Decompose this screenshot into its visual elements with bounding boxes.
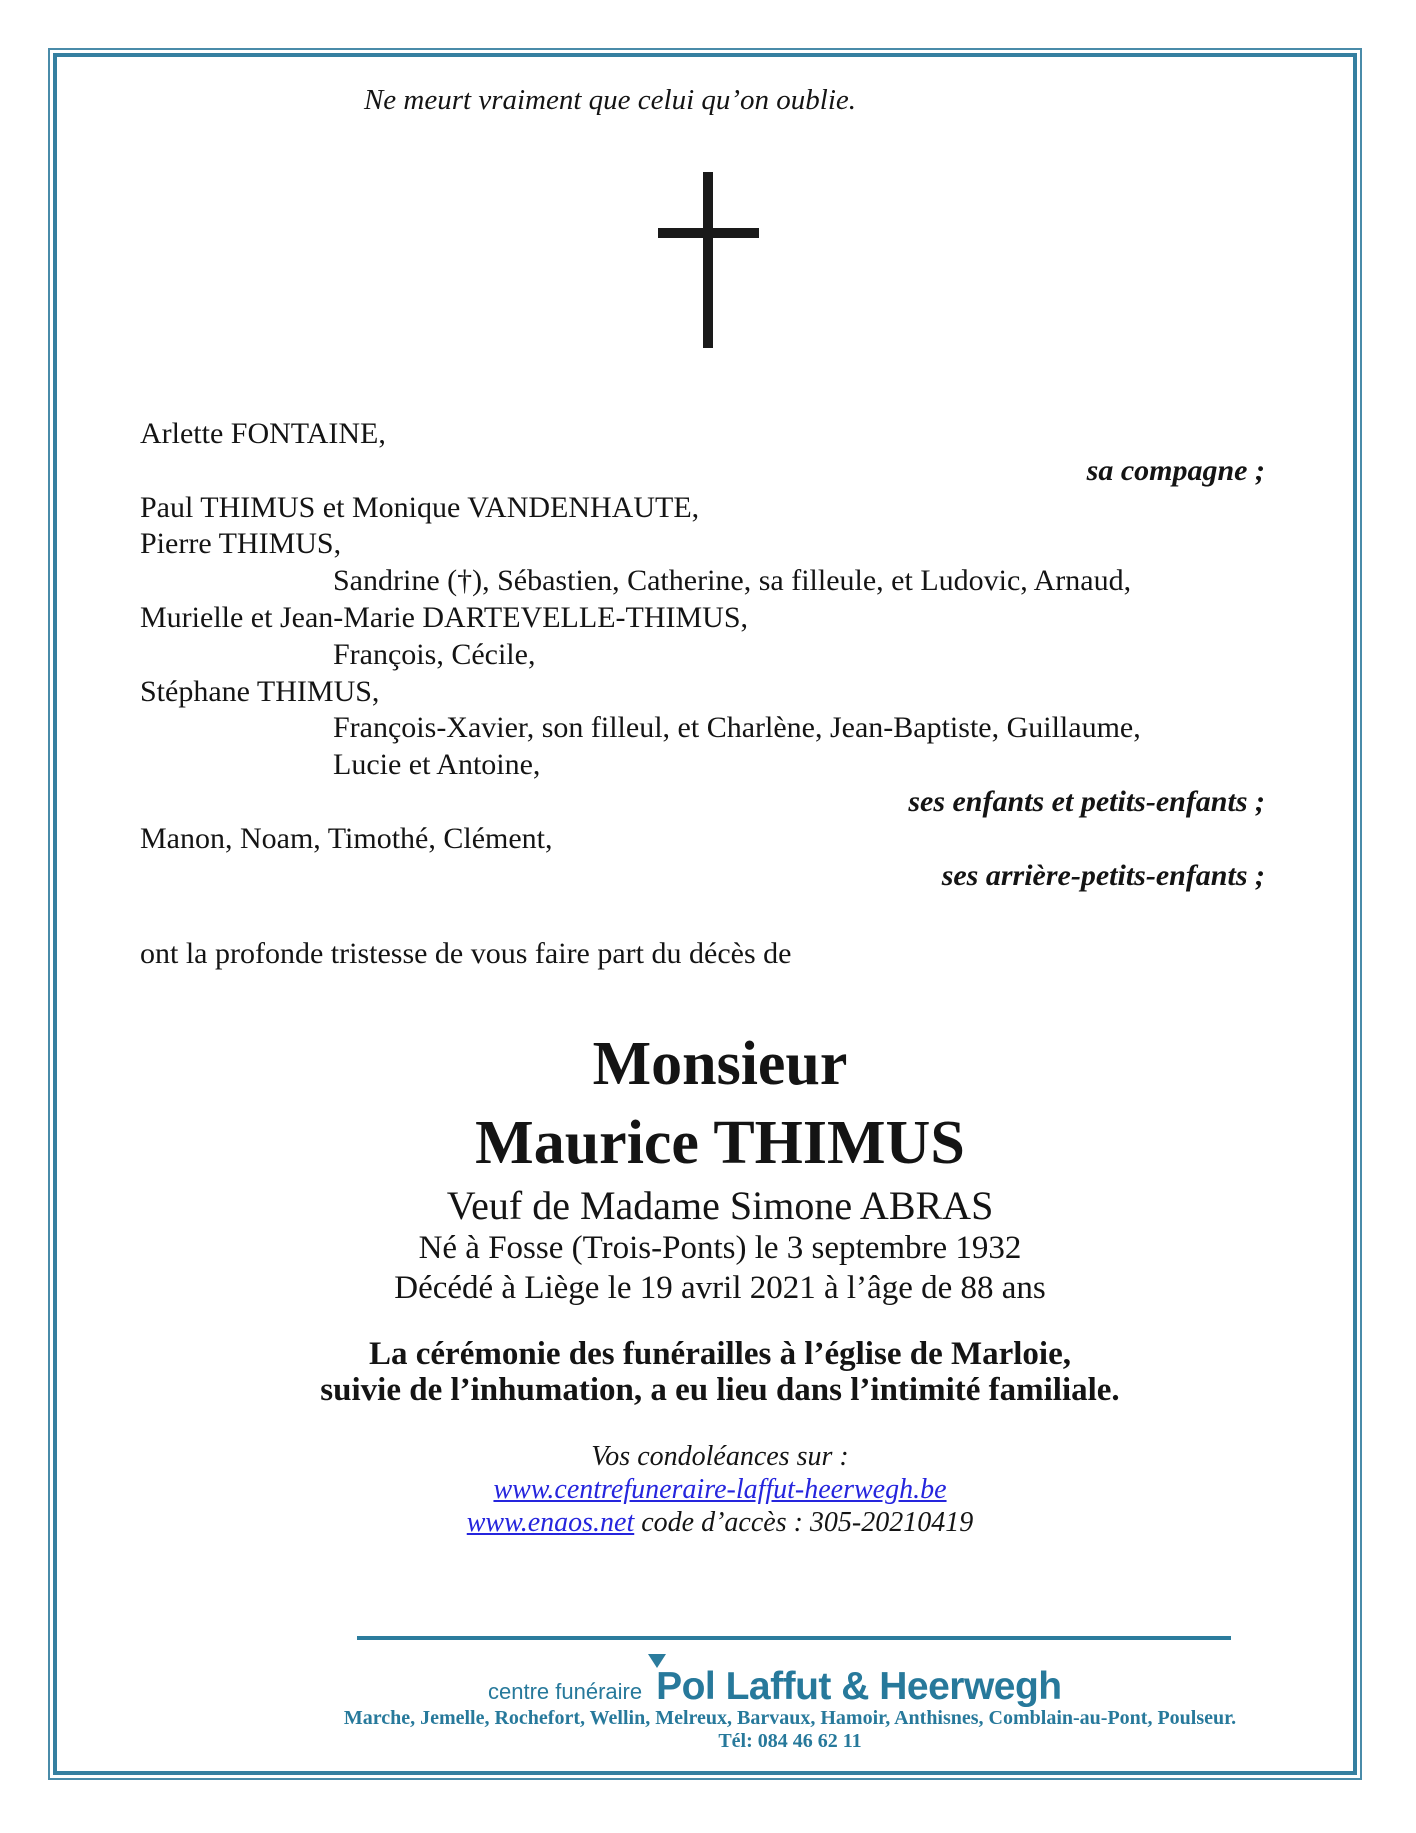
brand-name: Pol Laffut & Heerwegh (656, 1665, 1062, 1708)
cross-vertical-bar (703, 172, 713, 348)
family-line: Manon, Noam, Timothé, Clément, (140, 821, 553, 855)
ceremony-line-1: La cérémonie des funérailles à l’église de Marloie, (369, 1336, 1071, 1372)
family-line: Pierre THIMUS, (140, 527, 342, 561)
family-line: Murielle et Jean-Marie DARTEVELLE-THIMUS, (140, 600, 749, 634)
relation-label: ses enfants et petits-enfants ; (908, 784, 1265, 818)
family-line: Sandrine (†), Sébastien, Catherine, sa filleule, et Ludovic, Arnaud, (333, 564, 1132, 598)
family-list (140, 416, 1265, 894)
announcement-text: ont la profonde tristesse de vous faire part du décès de (140, 937, 792, 970)
cross-icon (658, 172, 759, 348)
death-line: Décédé à Liège le 19 avril 2021 à l’âge de 88 ans (394, 1270, 1046, 1306)
access-code-text: code d’accès : 305-20210419 (641, 1507, 974, 1538)
family-line: Paul THIMUS et Monique VANDENHAUTE, (140, 490, 700, 524)
birth-line: Né à Fosse (Trois-Ponts) le 3 septembre 1932 (418, 1230, 1022, 1266)
condolences-block (140, 1440, 1300, 1539)
family-line: Arlette FONTAINE, (140, 417, 386, 450)
ceremony-notice (140, 1336, 1300, 1408)
brand-prefix: centre funéraire (488, 1679, 643, 1704)
family-line: François-Xavier, son filleul, et Charlène, Jean-Baptiste, Guillaume, (333, 711, 1141, 745)
footer-divider (357, 1636, 1231, 1640)
condolences-link-enaos[interactable]: www.enaos.net (466, 1507, 635, 1538)
footer-phone: Tél: 084 46 62 11 (718, 1730, 862, 1752)
relation-label: sa compagne ; (1086, 453, 1265, 487)
condolences-link-centrefuneraire[interactable]: www.centrefuneraire-laffut-heerwegh.be (493, 1474, 947, 1505)
family-line: Lucie et Antoine, (333, 748, 541, 782)
memorial-quote: Ne meurt vraiment que celui qu’on oublie. (363, 84, 857, 116)
cross-horizontal-bar (658, 228, 759, 238)
family-line: François, Cécile, (333, 637, 536, 671)
ceremony-line-2: suivie de l’inhumation, a eu lieu dans l’intimité familiale. (320, 1372, 1120, 1408)
deceased-name: Maurice THIMUS (475, 1109, 965, 1177)
deceased-title: Monsieur (592, 1030, 848, 1098)
footer-locations: Marche, Jemelle, Rochefort, Wellin, Melreux, Barvaux, Hamoir, Anthisnes, Comblain-au-Pont, Poulseur. (343, 1707, 1237, 1729)
condolences-intro: Vos condoléances sur : (591, 1441, 849, 1472)
funeral-home-logo (488, 1665, 1062, 1709)
widower-line: Veuf de Madame Simone ABRAS (446, 1183, 994, 1228)
relation-label: ses arrière-petits-enfants ; (941, 858, 1265, 892)
family-line: Stéphane THIMUS, (140, 674, 380, 708)
